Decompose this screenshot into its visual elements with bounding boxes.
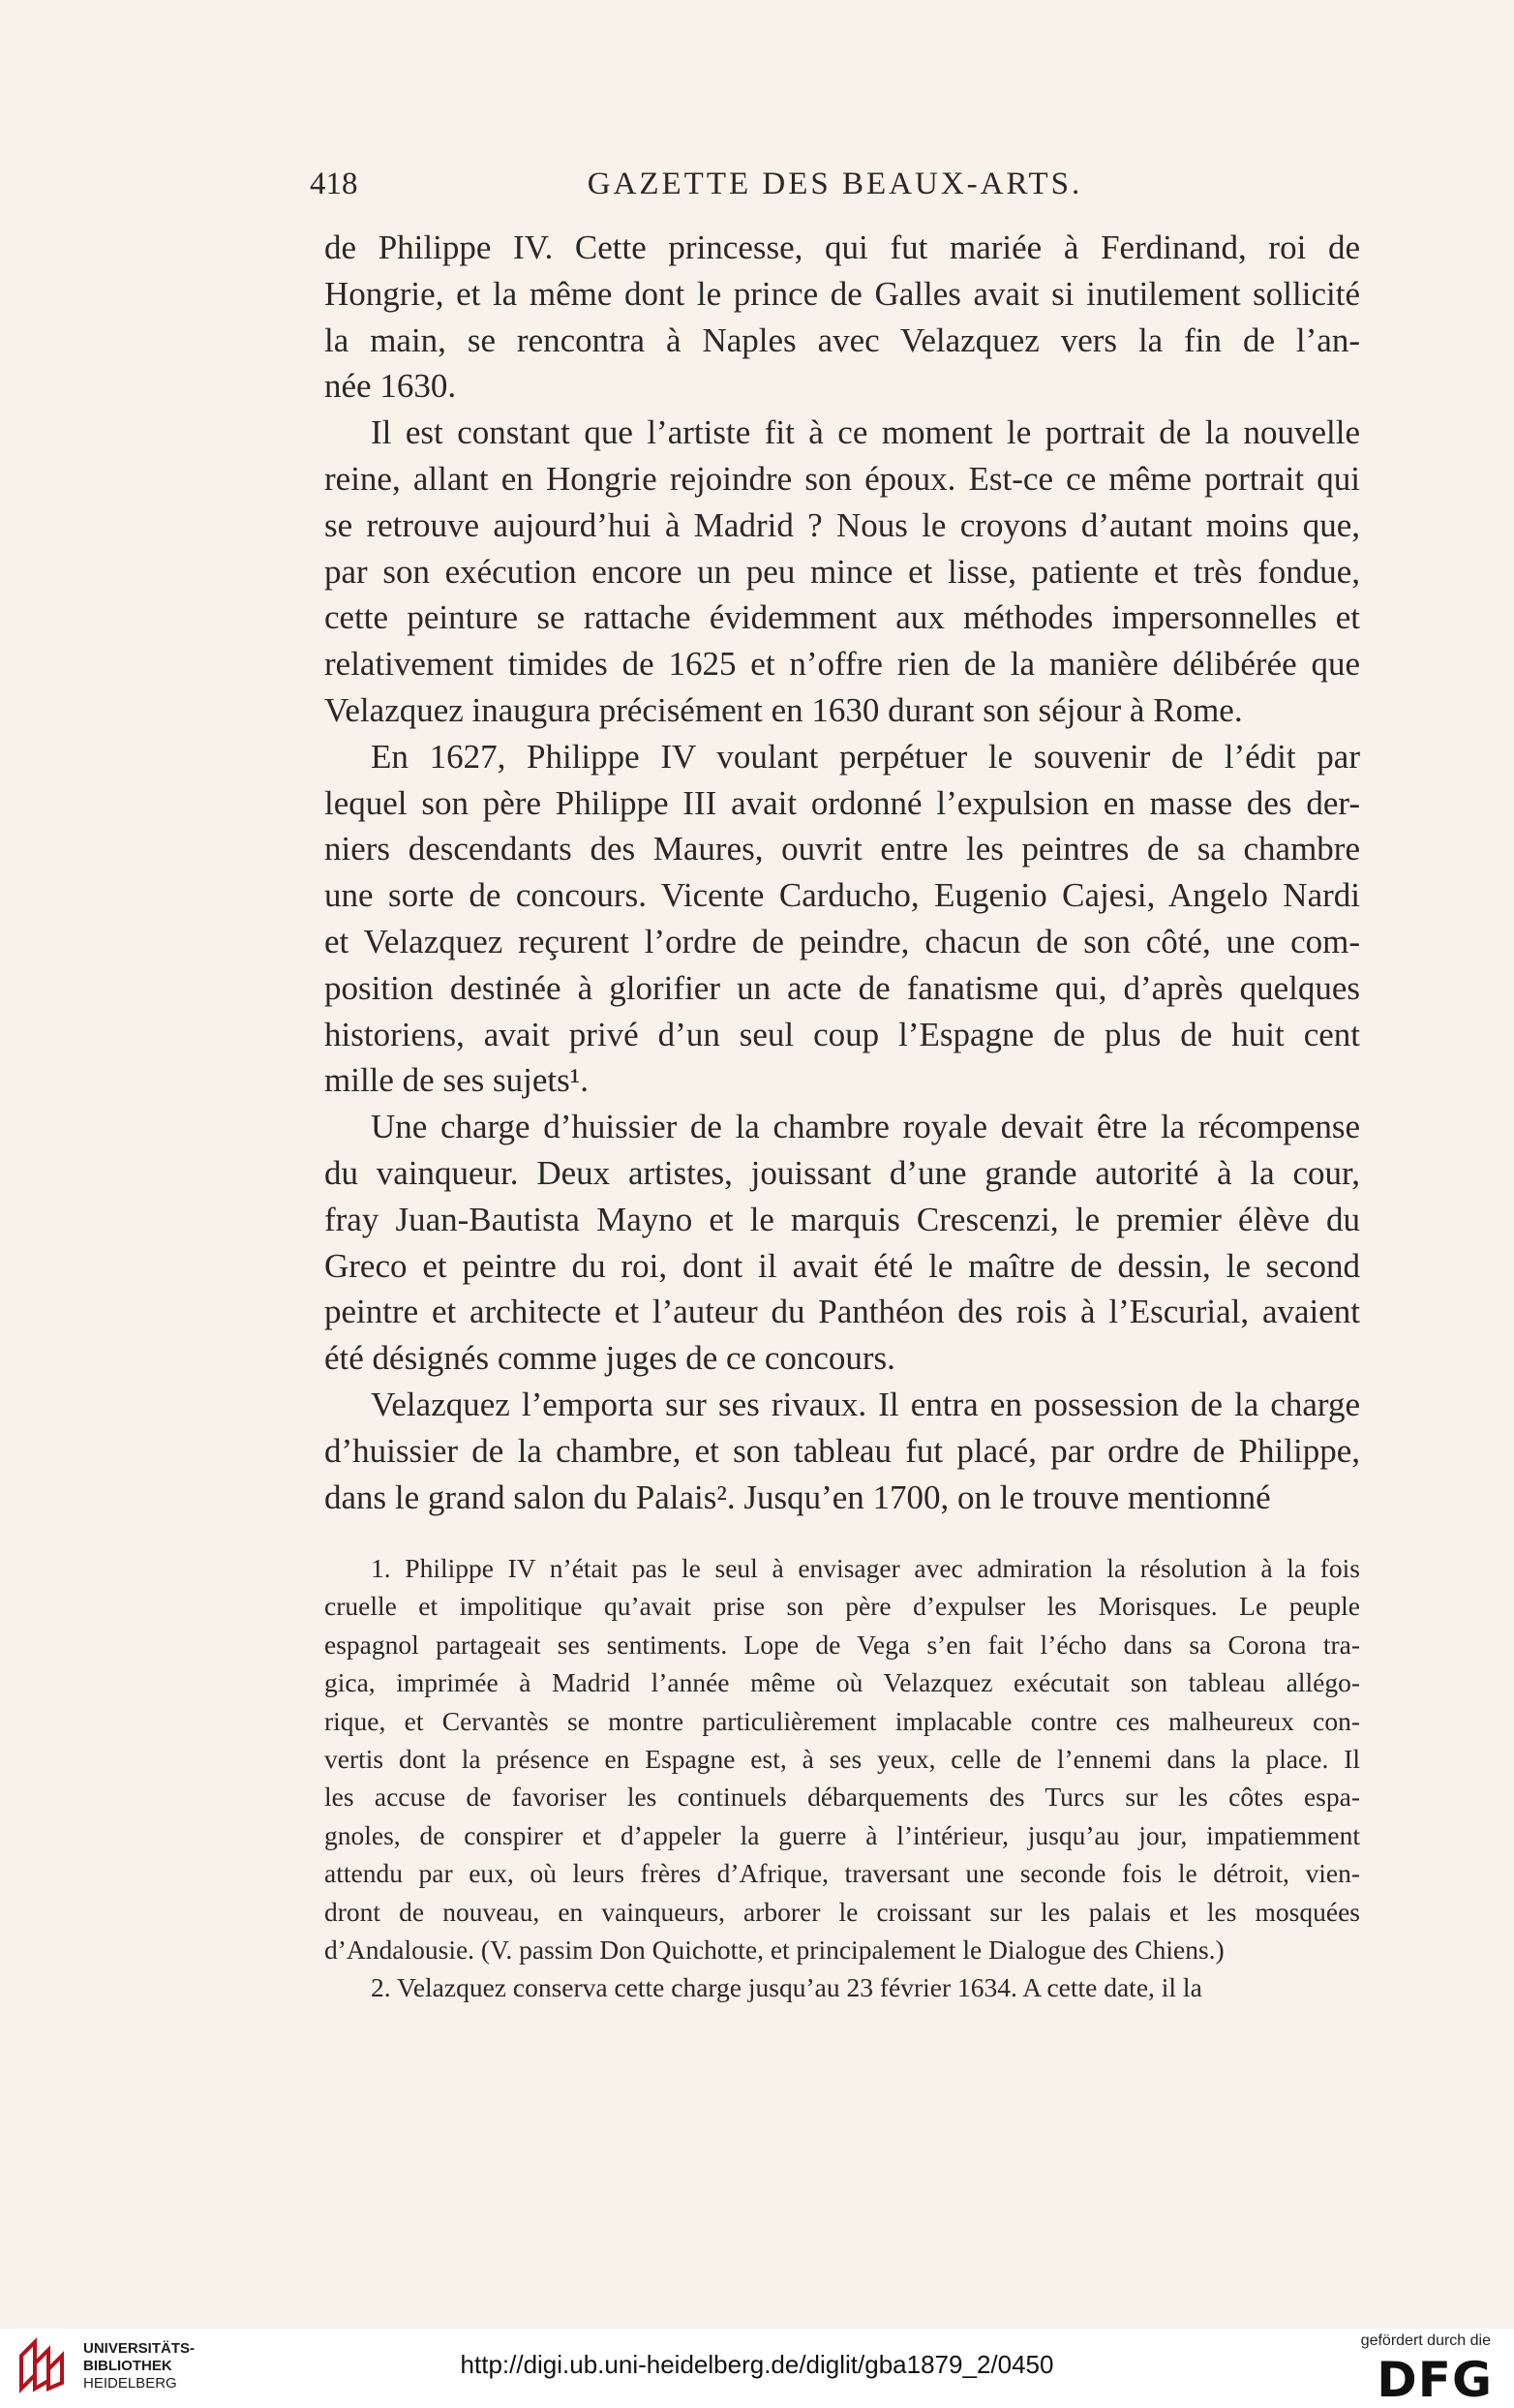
library-name-line2: BIBLIOTHEK	[83, 2358, 172, 2374]
viewer-footer	[0, 2329, 1514, 2408]
text-line: cette peinture se rattache évidemment aux méthodes impersonnelles et	[324, 598, 1360, 637]
text-line: se retrouve aujourd’hui à Madrid ? Nous le croyons d’autant moins que,	[324, 505, 1360, 544]
footnote-line: dront de nouveau, en vainqueurs, arborer le croissant sur les palais et les mosquées	[324, 1896, 1360, 1927]
running-title: GAZETTE DES BEAUX-ARTS.	[587, 167, 1083, 201]
paragraph	[324, 1104, 1360, 1382]
text-line: lequel son père Philippe III avait ordonné l’expulsion en masse des der-	[324, 783, 1360, 822]
library-name-line3: HEIDELBERG	[83, 2375, 177, 2392]
footnote-line: espagnol partageait ses sentiments. Lope de Vega s’en fait l’écho dans sa Corona tra-	[324, 1629, 1360, 1660]
text-line: la main, se rencontra à Naples avec Velazquez vers la fin de l’an-	[324, 320, 1360, 359]
footnote-line: cruelle et impolitique qu’avait prise son père d’expulser les Morisques. Le peuple	[324, 1591, 1360, 1622]
text-line: dans le grand salon du Palais². Jusqu’en 1700, on le trouve mentionné	[324, 1478, 1271, 1516]
text-line: Velazquez inaugura précisément en 1630 durant son séjour à Rome.	[324, 690, 1243, 729]
footnote-line: rique, et Cervantès se montre particulièrement implacable contre ces malheureux con-	[324, 1705, 1360, 1736]
text-line: niers descendants des Maures, ouvrit entre les peintres de sa chambre	[324, 830, 1360, 869]
text-line: mille de ses sujets¹.	[324, 1061, 589, 1100]
text-line: historiens, avait privé d’un seul coup l’Espagne de plus de huit cent	[324, 1015, 1360, 1053]
text-line: de Philippe IV. Cette princesse, qui fut mariée à Ferdinand, roi de	[324, 229, 1360, 266]
text-line: Velazquez l’emporta sur ses rivaux. Il entra en possession de la charge	[371, 1385, 1360, 1423]
permalink-url[interactable]: http://digi.ub.uni-heidelberg.de/diglit/gba1879_2/0450	[460, 2350, 1054, 2379]
footnote-line: 1. Philippe IV n’était pas le seul à envisager avec admiration la résolution à la fois	[371, 1553, 1360, 1583]
text-line: Il est constant que l’artiste fit à ce moment le portrait de la nouvelle	[371, 413, 1360, 452]
footnote-line: vertis dont la présence en Espagne est, à ses yeux, celle de l’ennemi dans la place. Il	[324, 1744, 1360, 1775]
text-line: et Velazquez reçurent l’ordre de peindre, chacun de son côté, une com-	[324, 922, 1360, 960]
footnote-line: 2. Velazquez conserva cette charge jusqu’au 23 février 1634. A cette date, il la	[371, 1972, 1202, 2003]
paragraph	[324, 734, 1360, 1104]
text-line: d’huissier de la chambre, et son tableau fut placé, par ordre de Philippe,	[324, 1431, 1360, 1470]
text-line: fray Juan-Bautista Mayno et le marquis Crescenzi, le premier élève du	[324, 1200, 1360, 1238]
body-text	[324, 225, 1360, 1520]
text-line: relativement timides de 1625 et n’offre rien de la manière délibérée que	[324, 645, 1360, 684]
footnote-line: gica, imprimée à Madrid l’année même où Velazquez exécutait son tableau allégo-	[324, 1667, 1360, 1698]
text-line: reine, allant en Hongrie rejoindre son époux. Est-ce ce même portrait qui	[324, 459, 1360, 498]
paragraph	[324, 410, 1360, 734]
text-line: une sorte de concours. Vicente Carducho, Eugenio Cajesi, Angelo Nardi	[324, 876, 1360, 915]
text-line: née 1630.	[324, 367, 457, 406]
footnote-line: attendu par eux, où leurs frères d’Afrique, traversant une seconde fois le détroit, vien-	[324, 1858, 1360, 1889]
text-line: peintre et architecte et l’auteur du Panthéon des rois à l’Escurial, avaient	[324, 1293, 1360, 1331]
paragraph	[324, 1382, 1360, 1520]
text-line: du vainqueur. Deux artistes, jouissant d’une grande autorité à la cour,	[324, 1153, 1360, 1192]
footnotes	[324, 1549, 1360, 2007]
text-line: par son exécution encore un peu mince et lisse, patiente et très fondue,	[324, 552, 1360, 591]
running-header	[310, 167, 1360, 215]
text-line: Hongrie, et la même dont le prince de Galles avait si inutilement sollicité	[324, 274, 1360, 313]
funding-note: gefördert durch die	[1360, 2332, 1491, 2349]
text-line: Une charge d’huissier de la chambre royale devait être la récompense	[371, 1108, 1360, 1146]
dfg-logo: DFG	[1377, 2352, 1493, 2408]
paragraph	[324, 225, 1360, 410]
footnote-line: gnoles, de conspirer et d’appeler la guerre à l’intérieur, jusqu’au jour, impatiemment	[324, 1819, 1360, 1850]
footnote-line: les accuse de favoriser les continuels débarquements des Turcs sur les côtes espa-	[324, 1782, 1360, 1813]
text-line: position destinée à glorifier un acte de fanatisme qui, d’après quelques	[324, 968, 1360, 1007]
library-name-line1: UNIVERSITÄTS-	[83, 2340, 196, 2357]
footnote	[324, 1549, 1360, 1968]
text-line: été désignés comme juges de ce concours.	[324, 1339, 895, 1378]
text-line: Greco et peintre du roi, dont il avait été le maître de dessin, le second	[324, 1246, 1360, 1285]
page-number: 418	[310, 167, 358, 201]
footnote-line: d’Andalousie. (V. passim Don Quichotte, et principalement le Dialogue des Chiens.)	[324, 1935, 1225, 1966]
footnote	[324, 1968, 1360, 2006]
text-line: En 1627, Philippe IV voulant perpétuer le souvenir de l’édit par	[371, 737, 1360, 776]
